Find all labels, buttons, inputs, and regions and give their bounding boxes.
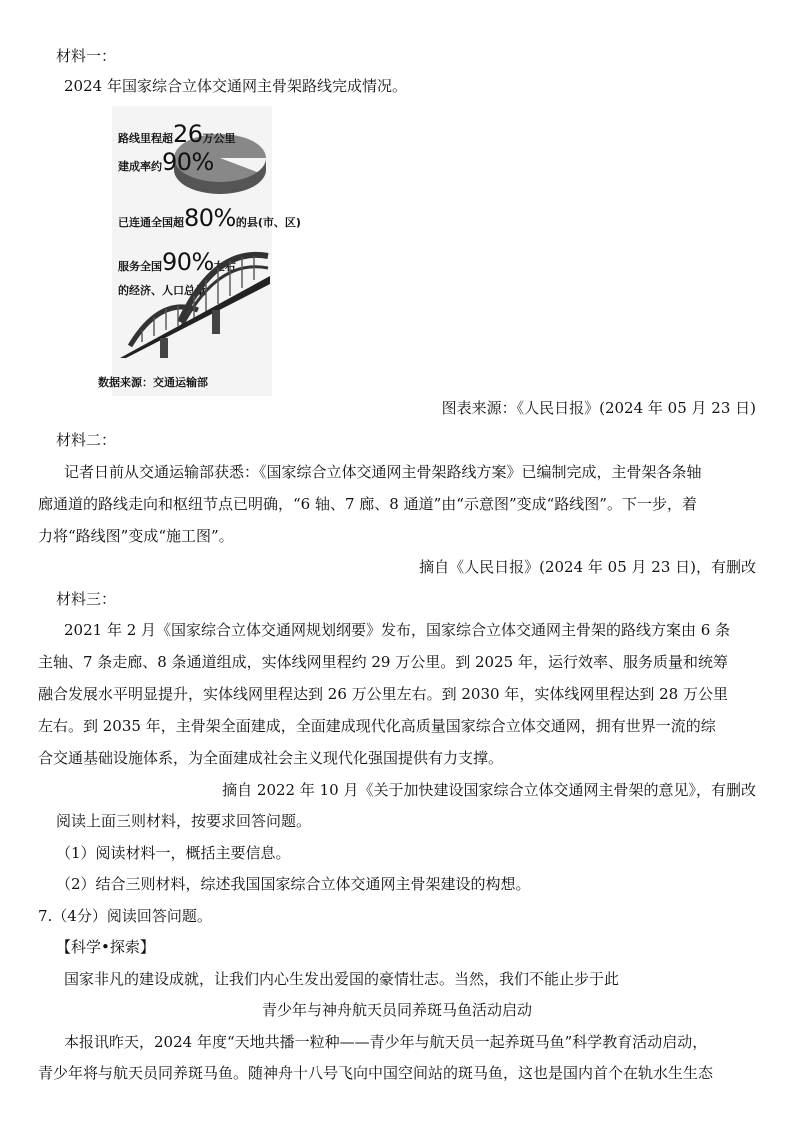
material3-line-4: 左右。到 2035 年，主骨架全面建成，全面建成现代化高质量国家综合立体交通网，拥有世界一流的综 (38, 717, 716, 735)
fig-line2-prefix: 建成率约 (118, 160, 162, 173)
material3-heading: 材料三： (56, 590, 117, 608)
fig-line3-prefix: 已连通全国超 (118, 216, 184, 229)
material1-intro: 2024 年国家综合立体交通网主骨架路线完成情况。 (64, 77, 407, 95)
q7-intro: 国家非凡的建设成就，让我们内心生发出爱国的豪情壮志。当然，我们不能止步于此 (64, 970, 620, 988)
fig-line5: 的经济、人口总量 (118, 284, 206, 297)
fig-line3-suffix: 的县(市、区) (235, 216, 301, 229)
material2-line-2: 廊通道的路线走向和枢纽节点已明确，“6 轴、7 廊、8 通道”由“示意图”变成“路线图”。下一步，着 (38, 495, 697, 513)
material2-source: 摘自《人民日报》(2024 年 05 月 23 日)，有删改 (419, 558, 756, 576)
fig-line4-prefix: 服务全国 (118, 260, 162, 273)
material3-line-3: 融合发展水平明显提升，实体线网里程达到 26 万公里左右。到 2030 年，实体线网里程达到 28 万公里 (38, 685, 728, 703)
question-2: （2）结合三则材料，综述我国国家综合立体交通网主骨架建设的构想。 (56, 875, 531, 893)
fig-line3-value: 80% (184, 204, 236, 232)
fig-line1-value: 26 (173, 120, 203, 148)
q7-section: 【科学•探索】 (56, 938, 155, 956)
question-1: （1）阅读材料一，概括主要信息。 (56, 844, 291, 862)
fig-line1-prefix: 路线里程超 (118, 132, 173, 145)
questions-prompt: 阅读上面三则材料，按要求回答问题。 (56, 812, 312, 830)
material3-line-5: 合交通基础设施体系，为全面建成社会主义现代化强国提供有力支撑。 (38, 749, 504, 767)
chart-source: 图表来源：《人民日报》(2024 年 05 月 23 日) (441, 399, 756, 417)
material3-line-1: 2021 年 2 月《国家综合立体交通网规划纲要》发布，国家综合立体交通网主骨架的路线方案由 6 条 (64, 621, 731, 639)
material2-line-3: 力将“路线图”变成“施工图”。 (38, 527, 234, 545)
q7-line-1: 本报讯昨天，2024 年度“天地共播一粒种——青少年与航天员一起养斑马鱼”科学教育活动启动， (64, 1033, 708, 1051)
bridge-icon (120, 234, 270, 358)
fig-line2-value: 90% (162, 148, 214, 176)
fig-line2 (118, 148, 214, 176)
infographic-figure (98, 106, 301, 396)
fig-line1 (118, 120, 236, 148)
material1-heading: 材料一： (56, 47, 117, 65)
material3-source: 摘自 2022 年 10 月《关于加快建设国家综合立体交通网主骨架的意见》，有删改 (222, 781, 756, 799)
q7-article-title: 青少年与神舟航天员同养斑马鱼活动启动 (261, 1001, 532, 1019)
material3-line-2: 主轴、7 条走廊、8 条通道组成，实体线网里程约 29 万公里。到 2025 年，运行效率、服务质量和统筹 (38, 653, 728, 671)
fig-line4-value: 90% (162, 248, 214, 276)
material2-heading: 材料二： (56, 431, 117, 449)
material2-line-1: 记者日前从交通运输部获悉：《国家综合立体交通网主骨架路线方案》已编制完成，主骨架各条轴 (64, 463, 702, 481)
fig-line4-suffix: 左右 (213, 260, 236, 273)
fig-line1-suffix: 万公里 (202, 132, 236, 145)
fig-line3 (118, 204, 301, 232)
q7-title: 7.（4分）阅读回答问题。 (38, 907, 212, 925)
fig-data-source: 数据来源：交通运输部 (98, 376, 208, 389)
q7-line-2: 青少年将与航天员同养斑马鱼。随神舟十八号飞向中国空间站的斑马鱼，这也是国内首个在轨水生生态 (38, 1064, 714, 1082)
